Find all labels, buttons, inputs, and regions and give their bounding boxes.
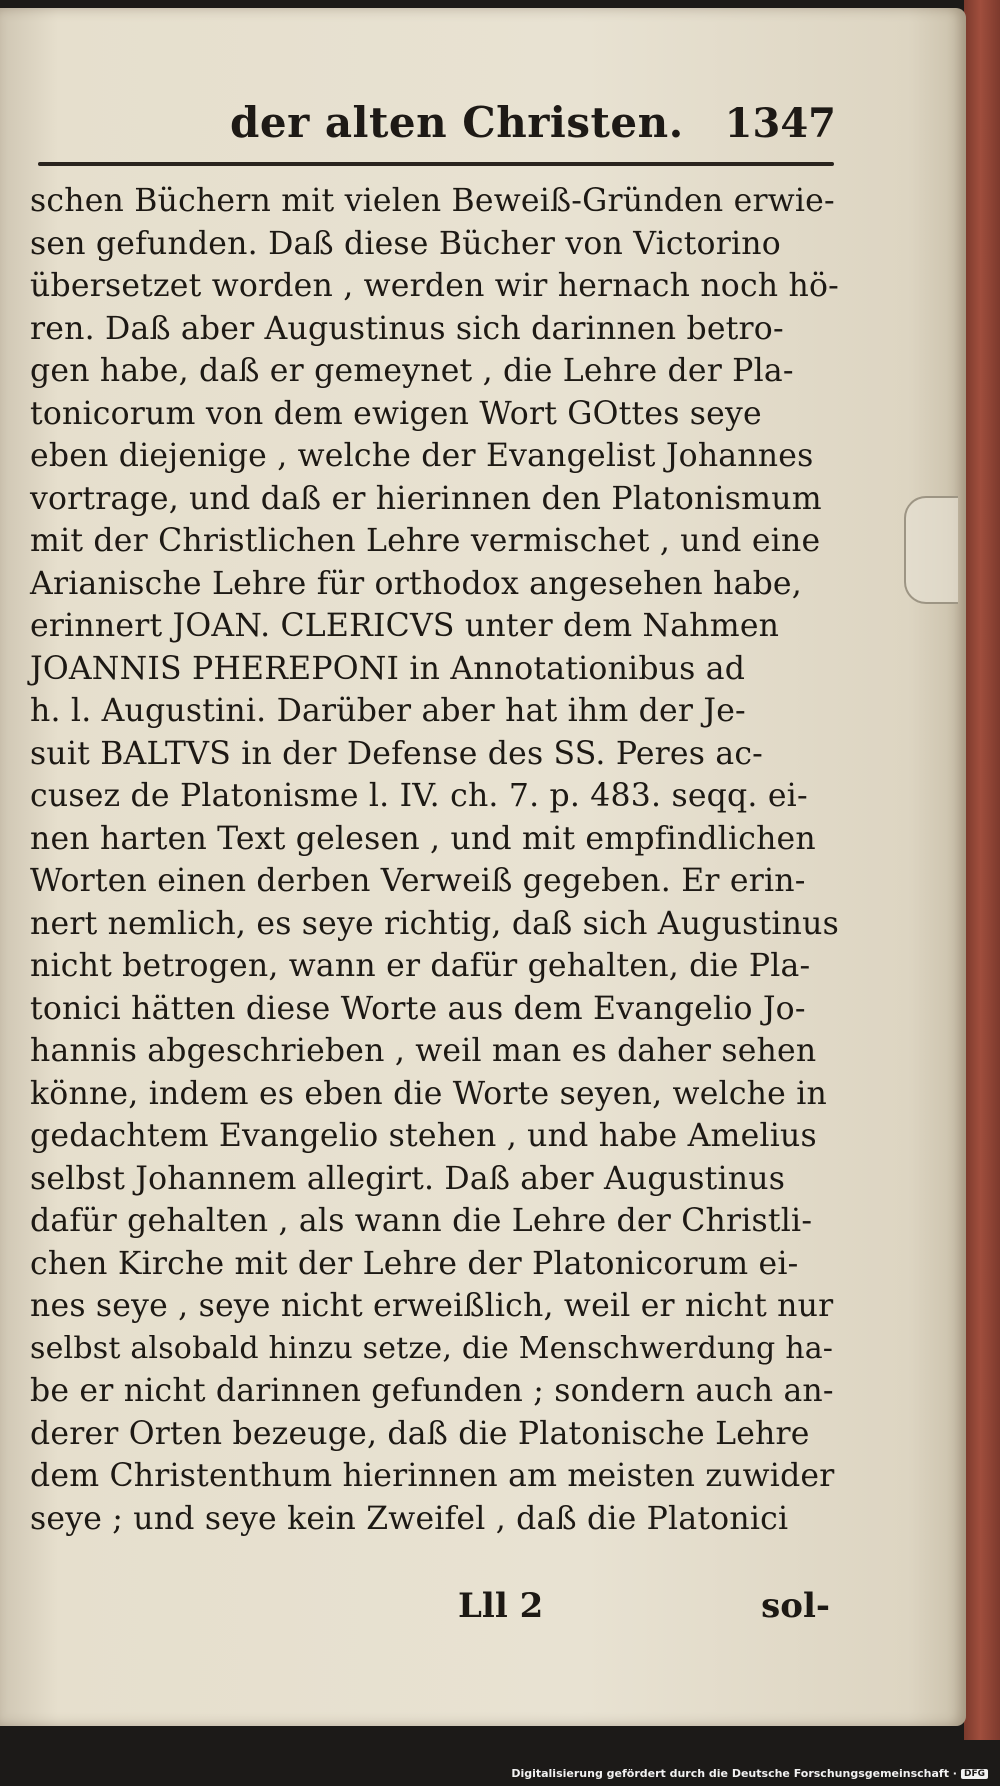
text-line: tonicorum von dem ewigen Wort GOttes seye [30, 395, 762, 432]
catchword: sol- [761, 1586, 830, 1626]
text-line: suit BALTVS in der Defense des SS. Peres ac- [30, 735, 764, 772]
text-line: Arianische Lehre für orthodox angesehen habe, [30, 565, 802, 602]
text-line: vortrage, und daß er hierinnen den Platonismum [30, 480, 822, 517]
text-line: JOANNIS PHEREPONI in Annotationibus ad [30, 650, 746, 687]
text-line: gedachtem Evangelio stehen , und habe Amelius [30, 1118, 817, 1154]
text-line: nen harten Text gelesen , und mit empfindlichen [30, 820, 816, 857]
text-line: nes seye , seye nicht erweißlich, weil er nicht nur [30, 1288, 834, 1324]
text-line: be er nicht darinnen gefunden ; sondern auch an- [30, 1373, 834, 1409]
text-line: Worten einen derben Verweiß gegeben. Er erin- [30, 863, 806, 899]
book-edge [964, 0, 1000, 1740]
text-line: hannis abgeschrieben , weil man es daher sehen [30, 1033, 817, 1069]
text-line: seye ; und seye kein Zweifel , daß die Platonici [30, 1500, 789, 1537]
text-line: nicht betrogen, wann er dafür gehalten, die Pla- [30, 948, 811, 984]
text-line: schen Büchern mit vielen Beweiß-Gründen erwie- [30, 183, 835, 219]
body-text [30, 180, 840, 1540]
signature-mark: Lll 2 [458, 1586, 544, 1626]
page-tab-marker [904, 496, 958, 604]
text-line: eben diejenige , welche der Evangelist Johannes [30, 438, 814, 474]
text-line: selbst alsobald hinzu setze, die Menschwerdung ha- [30, 1330, 834, 1366]
running-head [230, 98, 836, 154]
text-line: tonici hätten diese Worte aus dem Evangelio Jo- [30, 990, 806, 1027]
text-line: selbst Johannem allegirt. Daß aber Augustinus [30, 1160, 786, 1197]
running-title: der alten Christen. [230, 98, 684, 147]
text-line: h. l. Augustini. Darüber aber hat ihm der Je- [30, 693, 746, 729]
text-line: gen habe, daß er gemeynet , die Lehre der Pla- [30, 353, 794, 389]
funding-credit [507, 1765, 992, 1782]
text-line: sen gefunden. Daß diese Bücher von Victorino [30, 225, 781, 262]
text-line: derer Orten bezeuge, daß die Platonische Lehre [30, 1415, 810, 1452]
text-line: übersetzet worden , werden wir hernach noch hö- [30, 268, 840, 304]
text-line: chen Kirche mit der Lehre der Platonicorum ei- [30, 1245, 799, 1282]
header-rule [38, 162, 834, 166]
dfg-logo-icon: DFG [961, 1769, 988, 1779]
page-footer [30, 1586, 840, 1634]
page-number: 1347 [724, 100, 836, 147]
text-line: cusez de Platonisme l. IV. ch. 7. p. 483. seqq. ei- [30, 778, 808, 814]
text-line: dem Christenthum hierinnen am meisten zuwider [30, 1458, 835, 1494]
text-line: dafür gehalten , als wann die Lehre der Christli- [30, 1203, 813, 1239]
text-line: nert nemlich, es seye richtig, daß sich Augustinus [30, 905, 839, 942]
text-line: ren. Daß aber Augustinus sich darinnen betro- [30, 310, 784, 347]
funding-credit-text: Digitalisierung gefördert durch die Deutsche Forschungsgemeinschaft · [511, 1767, 957, 1780]
text-line: erinnert JOAN. CLERICVS unter dem Nahmen [30, 608, 780, 644]
text-line: könne, indem es eben die Worte seyen, welche in [30, 1075, 827, 1112]
text-line: mit der Christlichen Lehre vermischet , und eine [30, 523, 821, 559]
